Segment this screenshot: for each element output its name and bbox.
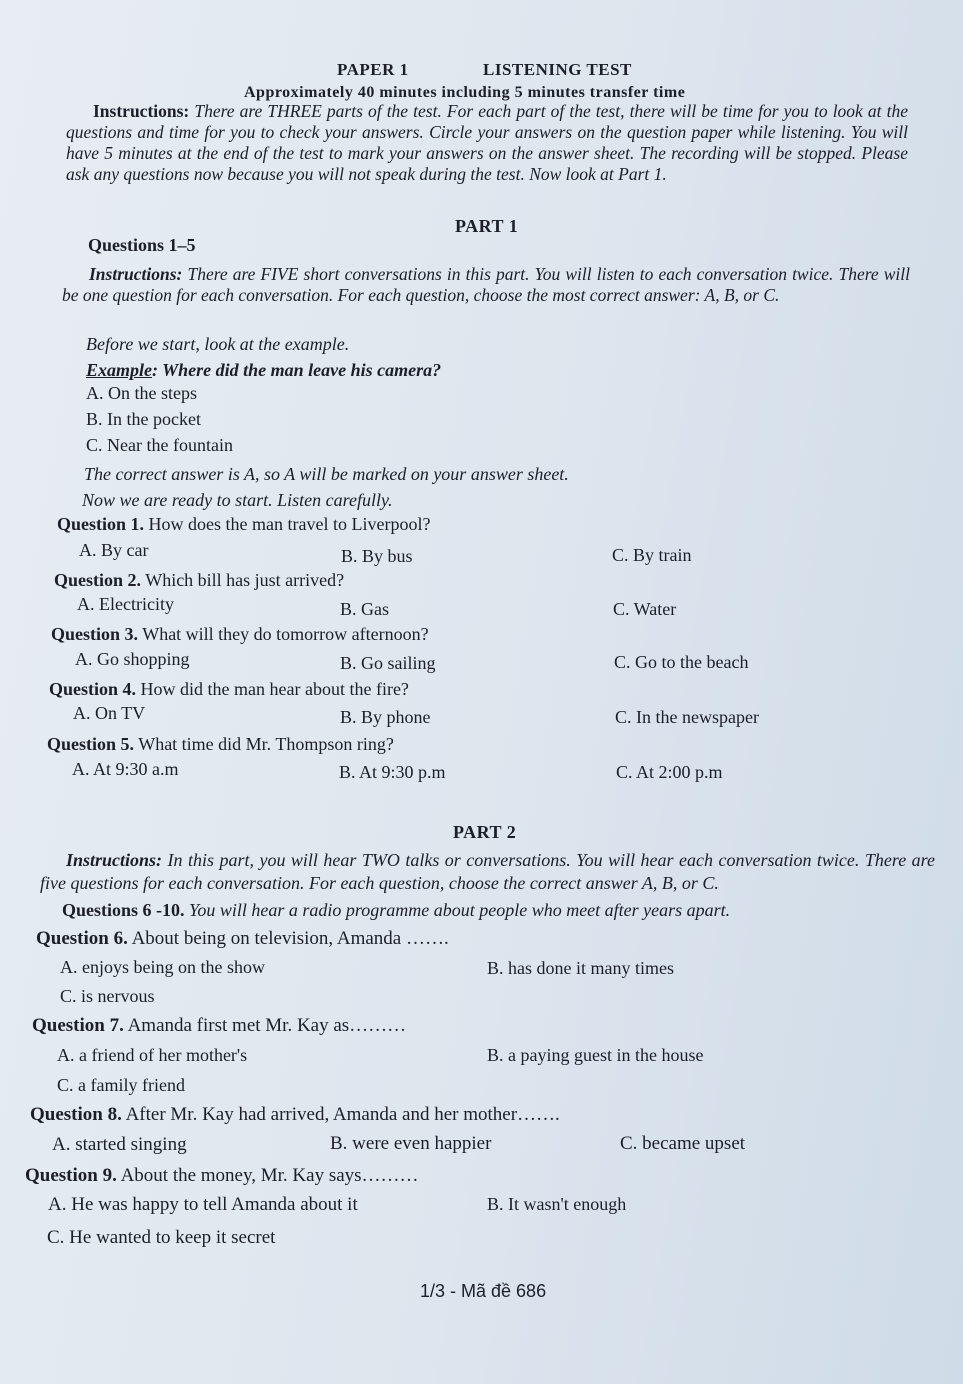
question-label: Question 9.: [25, 1165, 117, 1186]
q3-option-c: C. Go to the beach: [614, 652, 749, 672]
q8-option-b: B. were even happier: [330, 1133, 492, 1154]
page-footer: 1/3 - Mã đề 686: [420, 1281, 547, 1301]
q8-option-c: C. became upset: [620, 1133, 746, 1154]
example-option-c: C. Near the fountain: [86, 435, 233, 455]
example-question-text: : Where did the man leave his camera?: [152, 360, 442, 380]
q5-option-a: A. At 9:30 a.m: [72, 759, 179, 779]
question-label: Question 6.: [36, 928, 128, 949]
q9-option-b: B. It wasn't enough: [487, 1194, 627, 1214]
question-text: How does the man travel to Liverpool?: [148, 514, 431, 534]
questions-range-label: Questions 6 -10.: [62, 900, 185, 920]
q6-option-c: C. is nervous: [60, 986, 155, 1006]
question-label: Question 8.: [30, 1104, 122, 1125]
test-title: LISTENING TEST: [483, 60, 632, 79]
question-9: [25, 1165, 419, 1187]
question-8: [30, 1104, 560, 1126]
q2-option-c: C. Water: [613, 599, 677, 619]
question-5: [47, 734, 394, 755]
example-label: Example: [86, 360, 152, 380]
q4-option-a: A. On TV: [73, 703, 146, 723]
q7-option-b: B. a paying guest in the house: [487, 1045, 704, 1065]
question-text: How did the man hear about the fire?: [140, 679, 409, 699]
part1-questions-range: Questions 1–5: [88, 235, 196, 255]
general-instructions: [66, 101, 908, 185]
part1-instructions: [62, 264, 910, 306]
before-start-note: Before we start, look at the example.: [86, 334, 350, 354]
q2-option-a: A. Electricity: [77, 594, 174, 614]
question-7: [32, 1015, 406, 1037]
q9-option-c: C. He wanted to keep it secret: [47, 1227, 276, 1248]
part2-title: PART 2: [453, 822, 517, 842]
question-label: Question 1.: [57, 514, 145, 534]
q3-option-a: A. Go shopping: [75, 649, 190, 669]
question-label: Question 2.: [54, 570, 142, 590]
q3-option-b: B. Go sailing: [340, 653, 436, 673]
q2-option-b: B. Gas: [340, 599, 389, 619]
q7-option-a: A. a friend of her mother's: [57, 1045, 248, 1065]
question-6: [36, 928, 449, 950]
question-text: Amanda first met Mr. Kay as………: [127, 1015, 407, 1036]
q4-option-c: C. In the newspaper: [615, 707, 759, 727]
part2-questions-range: [62, 900, 730, 921]
q8-option-a: A. started singing: [52, 1134, 187, 1155]
q5-option-c: C. At 2:00 p.m: [616, 762, 723, 782]
paper-label: PAPER 1: [337, 60, 409, 79]
part1-instructions-text: There are FIVE short conversations in this part. You will listen to each conversation twice. There will be one question for each conversation. For each question, choose the most correct answer: A, B, or C.: [62, 264, 911, 305]
question-label: Question 4.: [49, 679, 137, 699]
q1-option-b: B. By bus: [341, 546, 413, 566]
instructions-label: Instructions:: [93, 101, 190, 121]
q5-option-b: B. At 9:30 p.m: [339, 762, 446, 782]
question-2: [54, 570, 344, 591]
question-label: Question 7.: [32, 1015, 124, 1036]
example-question: [86, 360, 441, 381]
questions-range-text: You will hear a radio programme about people who meet after years apart.: [189, 900, 731, 920]
q7-option-c: C. a family friend: [57, 1075, 185, 1095]
instructions-text: There are THREE parts of the test. For each part of the test, there will be time for you to look at the questions and time for you to check your answers. Circle your answers on the question paper while listening. You will have 5 minutes at the end of the test to mark your answers on the answer sheet. The recording will be stopped. Please ask any questions now because you will not speak during the test. Now look at Part 1.: [66, 101, 908, 184]
q1-option-c: C. By train: [612, 545, 692, 565]
example-option-a: A. On the steps: [86, 383, 197, 403]
part2-instructions-text: In this part, you will hear TWO talks or conversations. You will hear each conversation twice. There are five questions for each conversation. For each question, choose the correct answer A, B, or C.: [40, 850, 936, 893]
question-text: What time did Mr. Thompson ring?: [138, 734, 394, 754]
ready-note: Now we are ready to start. Listen carefully.: [82, 490, 393, 510]
q9-option-a: A. He was happy to tell Amanda about it: [48, 1194, 358, 1215]
question-text: About the money, Mr. Kay says………: [120, 1165, 419, 1186]
question-label: Question 3.: [51, 624, 139, 644]
question-4: [49, 679, 409, 700]
question-text: Which bill has just arrived?: [145, 570, 345, 590]
question-label: Question 5.: [47, 734, 135, 754]
question-3: [51, 624, 429, 645]
part2-instructions: [40, 849, 935, 895]
part1-instructions-label: Instructions:: [89, 264, 183, 284]
example-option-b: B. In the pocket: [86, 409, 201, 429]
question-text: What will they do tomorrow afternoon?: [142, 624, 429, 644]
duration-note: Approximately 40 minutes including 5 minutes transfer time: [244, 84, 686, 101]
part1-title: PART 1: [455, 216, 519, 236]
example-answer-note: The correct answer is A, so A will be marked on your answer sheet.: [84, 464, 569, 484]
question-text: After Mr. Kay had arrived, Amanda and her mother…….: [125, 1104, 560, 1125]
q6-option-a: A. enjoys being on the show: [60, 957, 265, 977]
q1-option-a: A. By car: [79, 540, 149, 560]
q6-option-b: B. has done it many times: [487, 958, 674, 978]
question-text: About being on television, Amanda …….: [131, 928, 449, 949]
part2-instructions-label: Instructions:: [66, 850, 163, 870]
q4-option-b: B. By phone: [340, 707, 431, 727]
question-1: [57, 514, 430, 535]
